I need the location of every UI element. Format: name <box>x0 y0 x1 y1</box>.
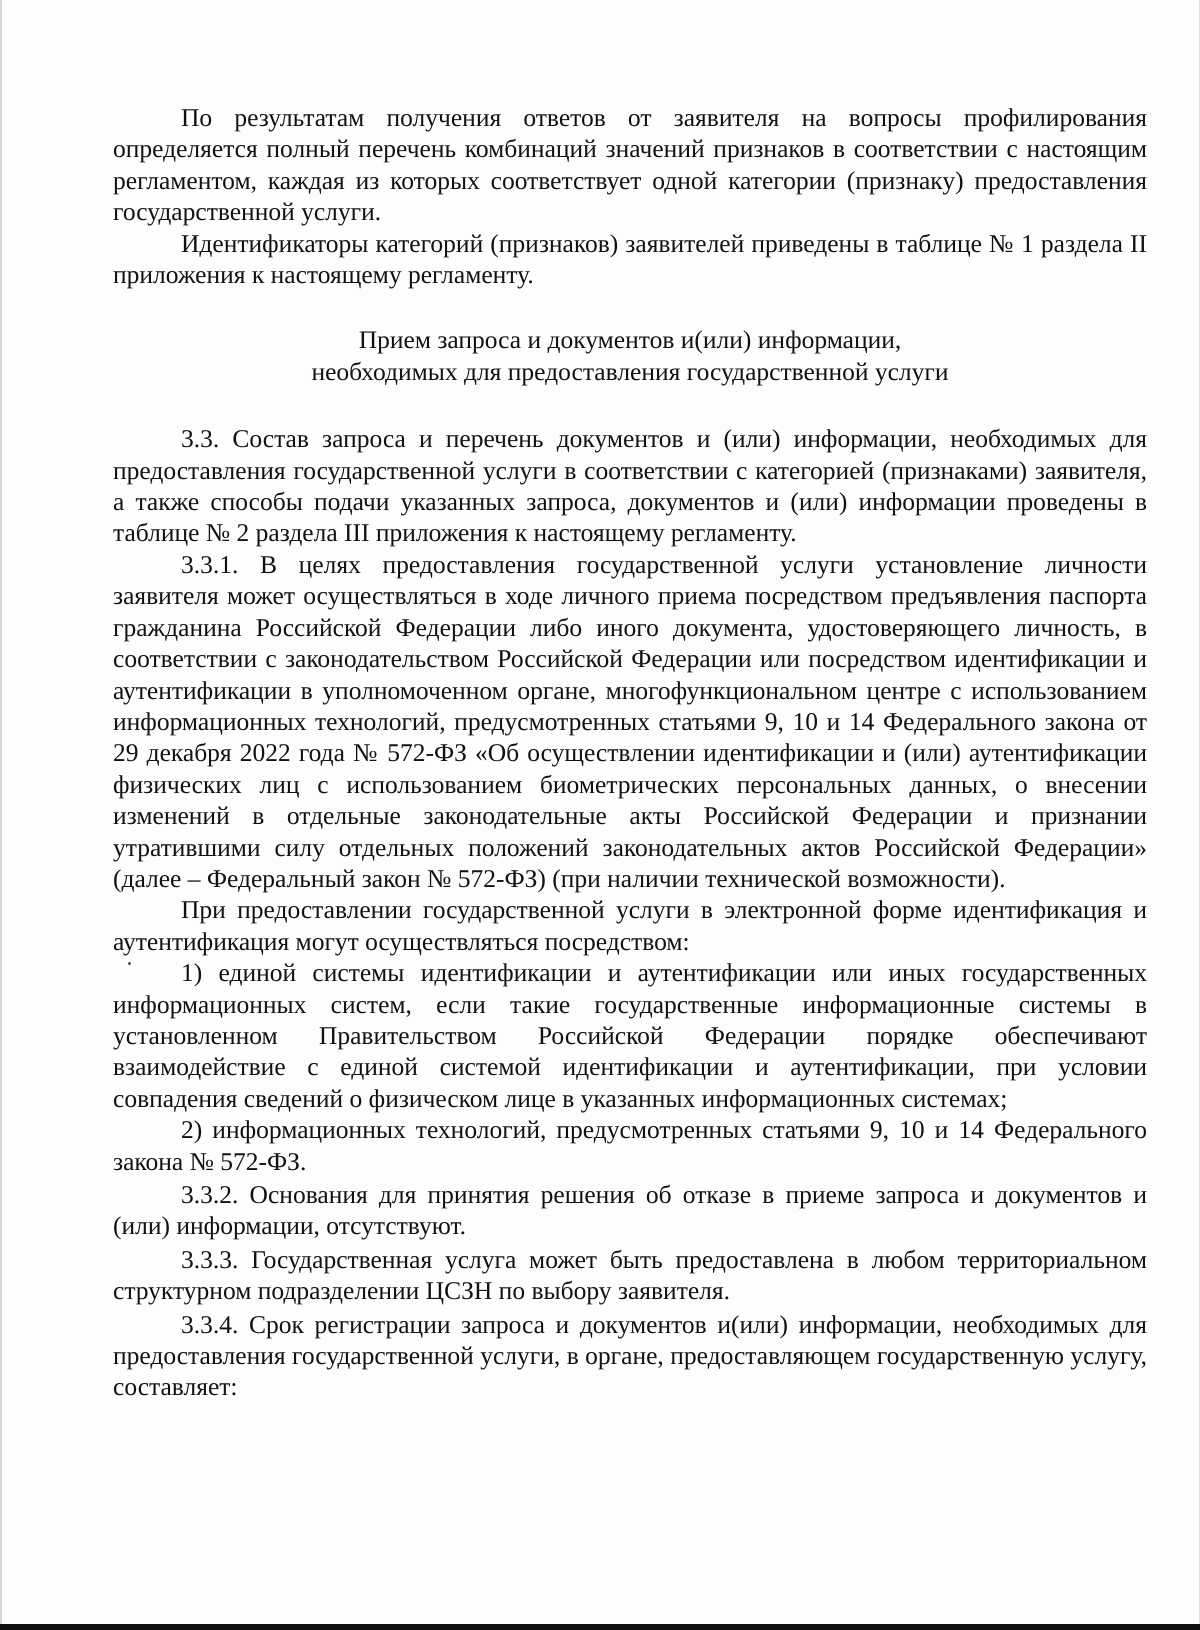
scan-bottom-edge <box>0 1624 1200 1630</box>
paragraph-3-3-2: 3.3.2. Основания для принятия решения об отказе в приеме запроса и документов и (или) информации, отсутствуют. <box>113 1180 1147 1241</box>
paragraph-3-3: 3.3. Состав запроса и перечень документов и (или) информации, необходимых для предоставления государственной услуги в соответствии с категорией (признаками) заявителя, а также способы подачи указанных запроса, документов и (или) информации проведены в таблице № 2 раздела III приложения к настоящему регламенту. <box>113 424 1147 548</box>
paragraph-3-3-1: 3.3.1. В целях предоставления государственной услуги установление личности заявителя может осуществляться в ходе личного приема посредством предъявления паспорта гражданина Российской Федерации либо иного документа, удостоверяющего личность, в соответствии с законодательством Российской Федерации или посредством идентификации и аутентификации в уполномоченном органе, многофункциональном центре с использованием информационных технологий, предусмотренных статьями 9, 10 и 14 Федерального закона от 29 декабря 2022 года № 572-ФЗ «Об осуществлении идентификации и (или) аутентификации физических лиц с использованием биометрических персональных данных, о внесении изменений в отдельные законодательные акты Российской Федерации и признании утратившими силу отдельных положений законодательных актов Российской Федерации» (далее – Федеральный закон № 572-ФЗ) (при наличии технической возможности). <box>113 549 1147 893</box>
document-body <box>113 102 1147 1403</box>
paragraph-3-3-3: 3.3.3. Государственная услуга может быть предоставлена в любом территориальном структурном подразделении ЦСЗН по выбору заявителя. <box>113 1244 1147 1306</box>
paragraph-3-3-4: 3.3.4. Срок регистрации запроса и документов и(или) информации, необходимых для предоставления государственной услуги, в органе, предоставляющем государственную услугу, составляет: <box>113 1309 1147 1402</box>
section-heading-line-1: Прием запроса и документов и(или) информации, <box>358 325 902 355</box>
scan-left-edge <box>0 0 2 1630</box>
section-heading <box>113 324 1147 387</box>
paragraph-identifiers: Идентификаторы категорий (признаков) заявителей приведены в таблице № 1 раздела II приложения к настоящему регламенту. <box>113 228 1147 290</box>
section-heading-line-2: необходимых для предоставления государственной услуги <box>311 356 949 386</box>
paragraph-profiling: По результатам получения ответов от заявителя на вопросы профилирования определяется полный перечень комбинаций значений признаков в соответствии с настоящим регламентом, каждая из которых соответствует одной категории (признаку) предоставления государственной услуги. <box>113 103 1147 227</box>
paragraph-electronic-form: При предоставлении государственной услуги в электронной форме идентификация и аутентификация могут осуществляться посредством: <box>113 895 1147 956</box>
paragraph-item-2: 2) информационных технологий, предусмотренных статьями 9, 10 и 14 Федерального закона № 572-ФЗ. <box>113 1115 1147 1176</box>
paragraph-item-1: 1) единой системы идентификации и аутентификации или иных государственных информационных систем, если такие государственные информационные системы в установленном Правительством Российской Федерации порядке обеспечивают взаимодействие с единой системой идентификации и аутентификации, при условии совпадения сведений о физическом лице в указанных информационных системах; <box>113 958 1147 1113</box>
